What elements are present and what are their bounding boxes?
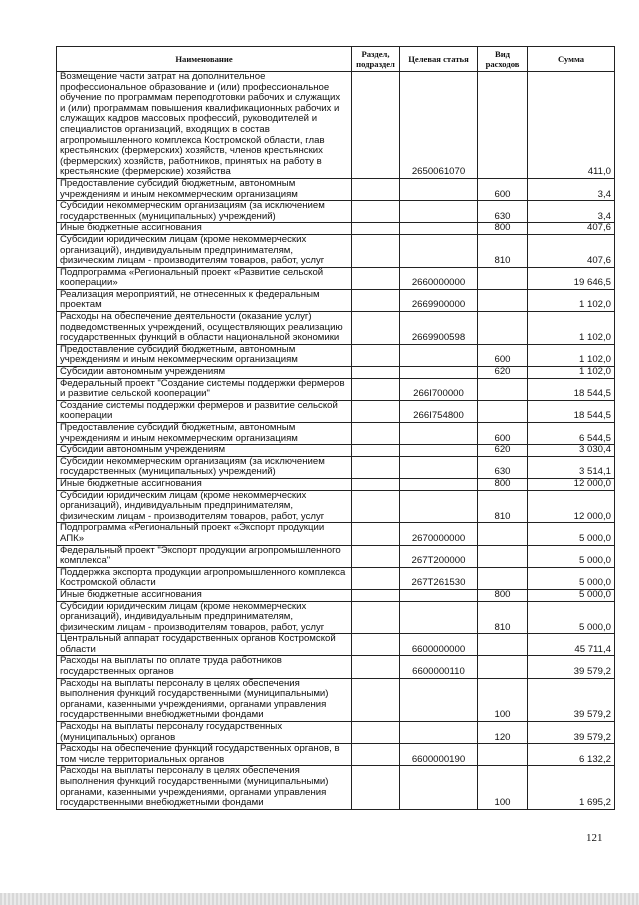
cell-section [352,523,400,545]
table-row [57,289,615,311]
cell-section [352,178,400,200]
cell-sum: 5 000,0 [528,601,615,634]
cell-sum: 45 711,4 [528,634,615,656]
table-row [57,545,615,567]
cell-name: Расходы на обеспечение функций государственных органов, в том числе территориальных органов [57,744,352,766]
cell-target [400,601,478,634]
table-row [57,378,615,400]
cell-sum: 3 030,4 [528,445,615,457]
document-sheet [56,46,614,810]
cell-vid [478,656,528,678]
cell-section [352,367,400,379]
cell-name: Создание системы поддержки фермеров и развитие сельской кооперации [57,400,352,422]
cell-sum: 3,4 [528,178,615,200]
cell-target [400,367,478,379]
cell-target [400,223,478,235]
cell-sum: 1 102,0 [528,289,615,311]
table-row [57,589,615,601]
cell-section [352,766,400,809]
cell-vid: 100 [478,678,528,721]
cell-section [352,634,400,656]
cell-name: Предоставление субсидий бюджетным, автономным учреждениям и иным некоммерческим организациям [57,344,352,366]
cell-sum: 3,4 [528,201,615,223]
cell-vid: 600 [478,178,528,200]
cell-sum: 6 544,5 [528,423,615,445]
cell-section [352,223,400,235]
cell-section [352,456,400,478]
cell-section [352,289,400,311]
table-row [57,490,615,523]
table-row [57,367,615,379]
cell-target [400,423,478,445]
cell-vid: 810 [478,234,528,267]
cell-section [352,478,400,490]
cell-target: 266I754800 [400,400,478,422]
cell-vid: 800 [478,223,528,235]
cell-name: Субсидии автономным учреждениям [57,367,352,379]
cell-name: Реализация мероприятий, не отнесенных к федеральным проектам [57,289,352,311]
cell-name: Иные бюджетные ассигнования [57,223,352,235]
header-sum: Сумма [528,47,615,72]
cell-vid: 620 [478,367,528,379]
cell-sum: 5 000,0 [528,567,615,589]
header-vid: Вид расходов [478,47,528,72]
header-name: Наименование [57,47,352,72]
cell-name: Расходы на обеспечение деятельности (оказание услуг) подведомственных учреждений, осуществляющих реализацию государственных функций в области национальной экономики [57,312,352,345]
cell-sum: 12 000,0 [528,490,615,523]
cell-target: 267T261530 [400,567,478,589]
cell-vid: 600 [478,423,528,445]
cell-section [352,312,400,345]
cell-name: Подпрограмма «Региональный проект «Экспорт продукции АПК» [57,523,352,545]
table-row [57,766,615,809]
table-row [57,744,615,766]
table-row [57,656,615,678]
cell-target [400,678,478,721]
cell-section [352,378,400,400]
table-row [57,400,615,422]
table-row [57,267,615,289]
header-target: Целевая статья [400,47,478,72]
cell-vid [478,545,528,567]
cell-sum: 39 579,2 [528,722,615,744]
cell-name: Центральный аппарат государственных органов Костромской области [57,634,352,656]
cell-vid: 810 [478,601,528,634]
cell-target: 6600000000 [400,634,478,656]
cell-name: Поддержка экспорта продукции агропромышленного комплекса Костромской области [57,567,352,589]
cell-vid: 620 [478,445,528,457]
cell-section [352,744,400,766]
cell-section [352,722,400,744]
cell-section [352,567,400,589]
cell-name: Федеральный проект "Экспорт продукции агропромышленного комплекса" [57,545,352,567]
cell-name: Субсидии автономным учреждениям [57,445,352,457]
cell-name: Субсидии юридическим лицам (кроме некоммерческих организаций), индивидуальным предпринимателям, физическим лицам - производителям товаров, работ, услуг [57,601,352,634]
cell-target [400,490,478,523]
cell-target [400,234,478,267]
table-row [57,223,615,235]
cell-name: Расходы на выплаты персоналу в целях обеспечения выполнения функций государственными (муниципальными) органами, казенными учреждениями, органами управления государственными внебюджетными фондами [57,678,352,721]
cell-vid: 800 [478,589,528,601]
cell-target: 267T200000 [400,545,478,567]
table-row [57,601,615,634]
cell-target: 2670000000 [400,523,478,545]
cell-target: 266I700000 [400,378,478,400]
cell-sum: 3 514,1 [528,456,615,478]
cell-section [352,423,400,445]
cell-section [352,589,400,601]
cell-name: Расходы на выплаты по оплате труда работников государственных органов [57,656,352,678]
cell-name: Подпрограмма «Региональный проект «Развитие сельской кооперации» [57,267,352,289]
cell-section [352,601,400,634]
cell-name: Иные бюджетные ассигнования [57,589,352,601]
cell-target: 6600000190 [400,744,478,766]
table-row [57,722,615,744]
cell-section [352,545,400,567]
cell-vid [478,312,528,345]
cell-vid [478,744,528,766]
cell-name: Расходы на выплаты персоналу в целях обеспечения выполнения функций государственными (муниципальными) органами, казенными учреждениями, органами управления государственными внебюджетными фондами [57,766,352,809]
cell-target [400,478,478,490]
cell-name: Возмещение части затрат на дополнительное профессиональное образование и (или) профессиональное обучение по программам переподготовки рабочих и служащих и (или) программам повышения квалификационных рабочих и служащих кадров массовых профессий, руководителей и специалистов организаций, входящих в состав агропромышленного комплекса Костромской области, глав крестьянских (фермерских) хозяйств, членов крестьянских (фермерских) хозяйств, работников, принятых на работу в крестьянские (фермерские) хозяйства [57,72,352,179]
cell-name: Субсидии некоммерческим организациям (за исключением государственных (муниципальных) учреждений) [57,201,352,223]
cell-target: 2660000000 [400,267,478,289]
table-row [57,312,615,345]
table-row [57,445,615,457]
cell-vid [478,72,528,179]
header-section: Раздел, подраздел [352,47,400,72]
cell-vid: 630 [478,456,528,478]
cell-name: Иные бюджетные ассигнования [57,478,352,490]
cell-vid: 630 [478,201,528,223]
cell-target: 6600000110 [400,656,478,678]
cell-section [352,344,400,366]
cell-sum: 5 000,0 [528,545,615,567]
cell-vid [478,523,528,545]
cell-vid [478,634,528,656]
cell-target: 2669900598 [400,312,478,345]
table-row [57,678,615,721]
cell-vid: 100 [478,766,528,809]
cell-target [400,344,478,366]
cell-target [400,722,478,744]
table-row [57,423,615,445]
cell-target: 2650061070 [400,72,478,179]
cell-target: 2669900000 [400,289,478,311]
cell-name: Субсидии некоммерческим организациям (за исключением государственных (муниципальных) учреждений) [57,456,352,478]
table-row [57,634,615,656]
cell-section [352,400,400,422]
cell-name: Федеральный проект "Создание системы поддержки фермеров и развитие сельской кооперации" [57,378,352,400]
cell-section [352,656,400,678]
cell-sum: 12 000,0 [528,478,615,490]
cell-target [400,445,478,457]
cell-vid [478,567,528,589]
table-row [57,344,615,366]
cell-section [352,490,400,523]
cell-sum: 39 579,2 [528,656,615,678]
cell-sum: 5 000,0 [528,523,615,545]
cell-section [352,267,400,289]
cell-sum: 18 544,5 [528,400,615,422]
table-row [57,523,615,545]
budget-table [56,46,615,810]
cell-sum: 1 102,0 [528,344,615,366]
table-row [57,72,615,179]
cell-sum: 18 544,5 [528,378,615,400]
table-row [57,201,615,223]
cell-sum: 1 102,0 [528,367,615,379]
table-row [57,567,615,589]
cell-sum: 411,0 [528,72,615,179]
cell-target [400,178,478,200]
cell-name: Субсидии юридическим лицам (кроме некоммерческих организаций), индивидуальным предпринимателям, физическим лицам - производителям товаров, работ, услуг [57,490,352,523]
table-row [57,478,615,490]
cell-sum: 5 000,0 [528,589,615,601]
cell-vid [478,378,528,400]
cell-vid: 800 [478,478,528,490]
cell-sum: 6 132,2 [528,744,615,766]
cell-name: Расходы на выплаты персоналу государственных (муниципальных) органов [57,722,352,744]
cell-target [400,456,478,478]
cell-target [400,201,478,223]
cell-vid: 120 [478,722,528,744]
cell-section [352,678,400,721]
cell-sum: 1 695,2 [528,766,615,809]
cell-vid: 600 [478,344,528,366]
cell-section [352,201,400,223]
cell-sum: 407,6 [528,234,615,267]
cell-vid: 810 [478,490,528,523]
cell-sum: 39 579,2 [528,678,615,721]
cell-section [352,445,400,457]
cell-target [400,589,478,601]
cell-section [352,72,400,179]
table-header-row [57,47,615,72]
cell-section [352,234,400,267]
cell-vid [478,267,528,289]
table-row [57,234,615,267]
cell-vid [478,289,528,311]
cell-vid [478,400,528,422]
cell-target [400,766,478,809]
cell-sum: 407,6 [528,223,615,235]
cell-name: Субсидии юридическим лицам (кроме некоммерческих организаций), индивидуальным предпринимателям, физическим лицам - производителям товаров, работ, услуг [57,234,352,267]
page-number: 121 [586,832,603,844]
scan-edge [0,893,639,905]
cell-sum: 1 102,0 [528,312,615,345]
cell-sum: 19 646,5 [528,267,615,289]
table-row [57,456,615,478]
table-row [57,178,615,200]
cell-name: Предоставление субсидий бюджетным, автономным учреждениям и иным некоммерческим организациям [57,423,352,445]
cell-name: Предоставление субсидий бюджетным, автономным учреждениям и иным некоммерческим организациям [57,178,352,200]
table-body [57,72,615,810]
